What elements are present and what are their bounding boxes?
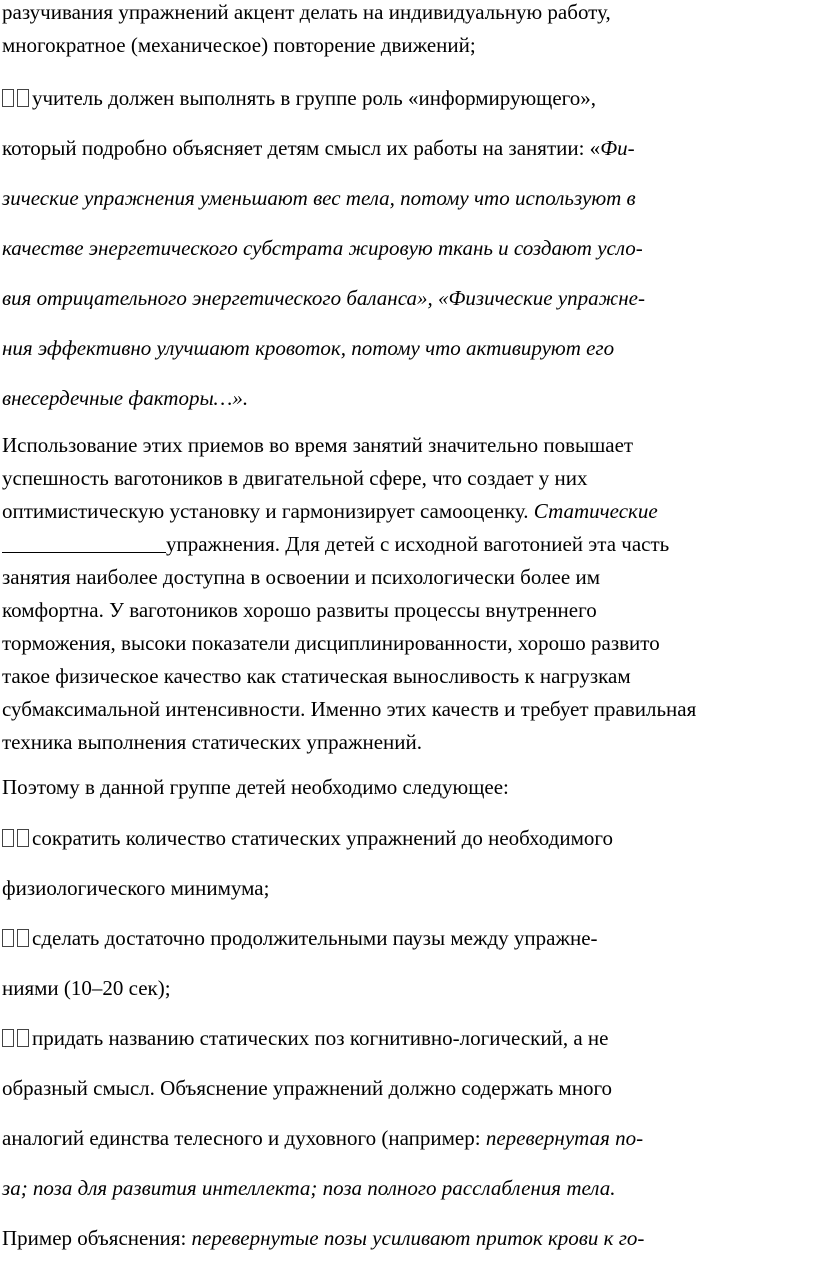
text-line: многократное (механическое) повторение движений; (2, 33, 476, 57)
text-line: субмаксимальной интенсивности. Именно этих качеств и требует правильная (2, 697, 697, 721)
bullet-line: учитель должен выполнять в группе роль «информирующего», (2, 86, 596, 110)
text-line: такое физическое качество как статическая выносливость к нагрузкам (2, 664, 631, 688)
text-line: аналогий единства телесного и духовного (например: перевернутая по- (2, 1126, 644, 1150)
checkbox-glyph-icon (17, 829, 29, 847)
bullet-line: придать названию статических поз когнитивно-логический, а не (2, 1026, 608, 1050)
text-line: внесердечные факторы…». (2, 386, 249, 410)
blank-line (2, 536, 166, 553)
text-line: занятия наиболее доступна в освоении и психологически более им (2, 565, 600, 589)
text-line: за; поза для развития интеллекта; поза полного расслабления тела. (2, 1176, 616, 1200)
text-line: который подробно объясняет детям смысл их работы на занятии: «Фи- (2, 136, 635, 160)
checkbox-glyph-icon (2, 89, 14, 107)
bullet-line: сократить количество статических упражнений до необходимого (2, 826, 613, 850)
text-line: оптимистическую установку и гармонизирует самооценку. Статические (2, 499, 658, 523)
text-line: разучивания упражнений акцент делать на индивидуальную работу, (2, 0, 611, 24)
text-line: вия отрицательного энергетического баланса», «Физические упражне- (2, 286, 645, 310)
checkbox-glyph-icon (17, 1029, 29, 1047)
text-line: успешность ваготоников в двигательной сфере, что создает у них (2, 466, 588, 490)
text-line: упражнения. Для детей с исходной ваготонией эта часть (2, 532, 669, 556)
checkbox-glyph-icon (2, 929, 14, 947)
checkbox-glyph-icon (2, 829, 14, 847)
text-line: техника выполнения статических упражнений. (2, 730, 423, 754)
text-line: ния эффективно улучшают кровоток, потому что активируют его (2, 336, 615, 360)
text-line: физиологического минимума; (2, 876, 270, 900)
bullet-line: сделать достаточно продолжительными паузы между упражне- (2, 926, 598, 950)
text-line: образный смысл. Объяснение упражнений должно содержать много (2, 1076, 613, 1100)
text-line: качестве энергетического субстрата жировую ткань и создают усло- (2, 236, 643, 260)
text-line: Использование этих приемов во время занятий значительно повышает (2, 433, 634, 457)
text-line: Пример объяснения: перевернутые позы усиливают приток крови к го- (2, 1226, 645, 1250)
text-line: комфортна. У ваготоников хорошо развиты процессы внутреннего (2, 598, 597, 622)
text-line: ниями (10–20 сек); (2, 976, 171, 1000)
text-line: зические упражнения уменьшают вес тела, потому что используют в (2, 186, 636, 210)
text-line: Поэтому в данной группе детей необходимо следующее: (2, 775, 509, 799)
checkbox-glyph-icon (17, 89, 29, 107)
checkbox-glyph-icon (2, 1029, 14, 1047)
checkbox-glyph-icon (17, 929, 29, 947)
text-line: торможения, высоки показатели дисциплинированности, хорошо развито (2, 631, 660, 655)
